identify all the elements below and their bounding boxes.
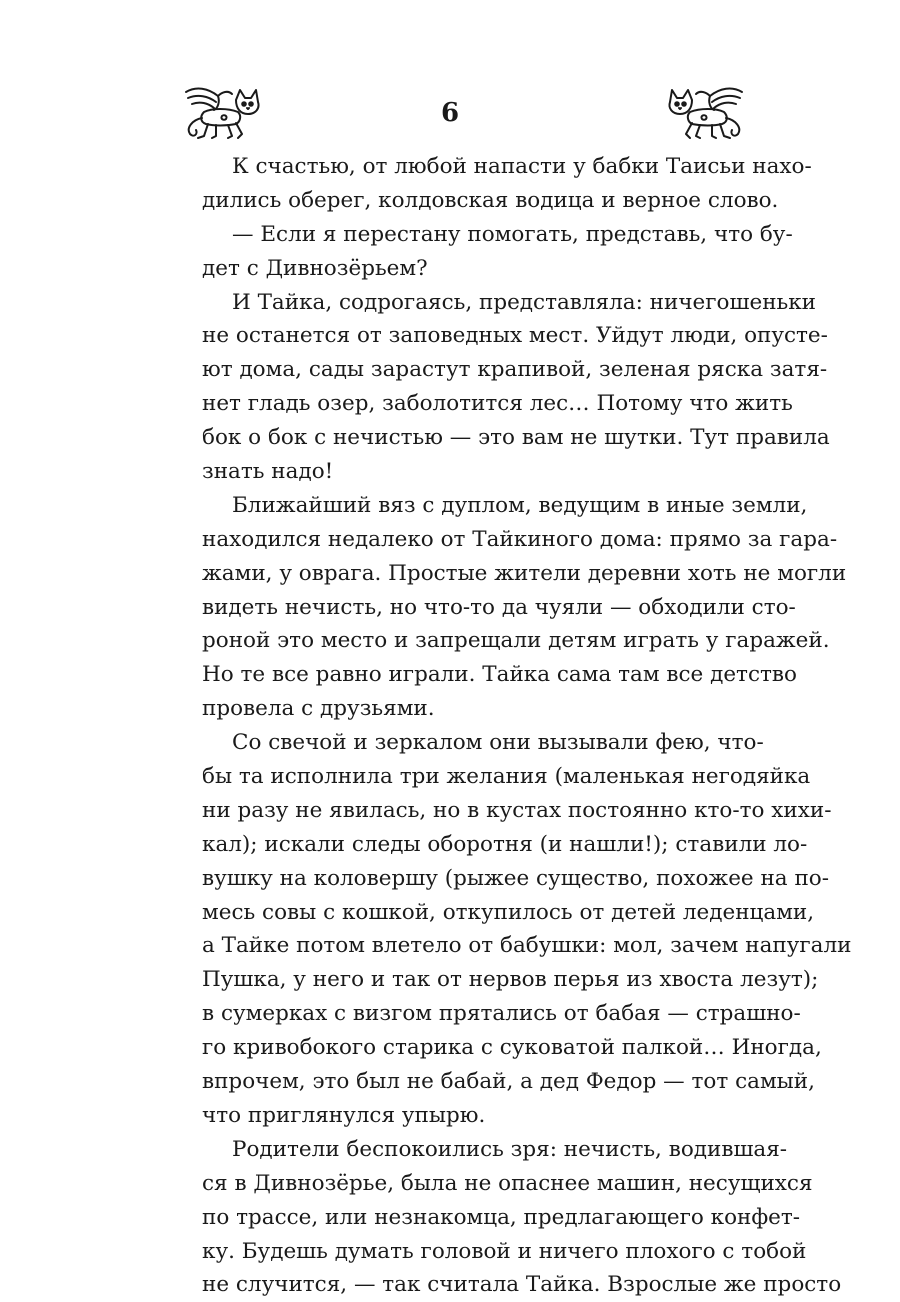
text-line: по трассе, или незнакомца, предлагающего конфет- (202, 1204, 801, 1230)
text-line: И Тайка, содрогаясь, представляла: ничегошеньки (232, 289, 816, 315)
text-line: а Тайке потом влетело от бабушки: мол, зачем напугали (202, 933, 852, 959)
text-line: знать надо! (202, 459, 334, 485)
text-line: провела с друзьями. (202, 696, 435, 722)
body-text (202, 150, 852, 1302)
text-line: К счастью, от любой напасти у бабки Таисьи нахо- (232, 154, 812, 179)
text-line: ни разу не явилась, но в кустах постоянно кто-то хихи- (202, 797, 832, 823)
text-line: бок о бок с нечистью — это вам не шутки. Тут правила (202, 425, 830, 451)
text-line: дились оберег, колдовская водица и верное слово. (202, 187, 779, 213)
text-line: Но те все равно играли. Тайка сама там все детство (202, 662, 797, 688)
text-line: ку. Будешь думать головой и ничего плохого с тобой (202, 1238, 807, 1264)
text-line: роной это место и запрещали детям играть у гаражей. (202, 628, 830, 654)
page-header (0, 70, 900, 150)
text-line: ют дома, сады зарастут крапивой, зеленая ряска затя- (202, 357, 828, 383)
text-line: в сумерках с визгом прятались от бабая — страшно- (202, 1001, 801, 1027)
text-line: го кривобокого старика с суковатой палкой… Иногда, (202, 1035, 822, 1061)
text-line: месь совы с кошкой, откупилось от детей леденцами, (202, 899, 815, 925)
text-line: Родители беспокоились зря: нечисть, водившая- (232, 1136, 788, 1162)
text-line: ся в Дивнозёрье, была не опаснее машин, несущихся (202, 1170, 813, 1196)
text-line: жами, у оврага. Простые жители деревни хоть не могли (202, 560, 847, 586)
text-line: кал); искали следы оборотня (и нашли!); ставили ло- (202, 831, 808, 857)
text-line: находился недалеко от Тайкиного дома: прямо за гара- (202, 526, 838, 552)
winged-cat-icon (662, 78, 750, 144)
page-number: 6 (440, 98, 460, 128)
text-line: Пушка, у него и так от нервов перья из хвоста лезут); (202, 967, 819, 993)
text-line: не случится, — так считала Тайка. Взрослые же просто (202, 1272, 842, 1298)
text-line: Со свечой и зеркалом они вызывали фею, что- (232, 730, 764, 756)
text-line: вушку на коловершу (рыжее существо, похожее на по- (202, 865, 829, 891)
text-line: дет с Дивнозёрьем? (202, 255, 428, 281)
text-line: видеть нечисть, но что-то да чуяли — обходили сто- (202, 594, 796, 620)
text-line: не останется от заповедных мест. Уйдут люди, опусте- (202, 323, 828, 349)
text-line: нет гладь озер, заболотится лес… Потому что жить (202, 391, 793, 417)
text-line: Ближайший вяз с дуплом, ведущим в иные земли, (232, 492, 808, 518)
text-line: что приглянулся упырю. (202, 1102, 486, 1128)
text-line: бы та исполнила три желания (маленькая негодяйка (202, 764, 811, 790)
text-line: впрочем, это был не бабай, а дед Федор — тот самый, (202, 1069, 815, 1095)
text-line: — Если я перестану помогать, представь, что бу- (232, 221, 793, 247)
